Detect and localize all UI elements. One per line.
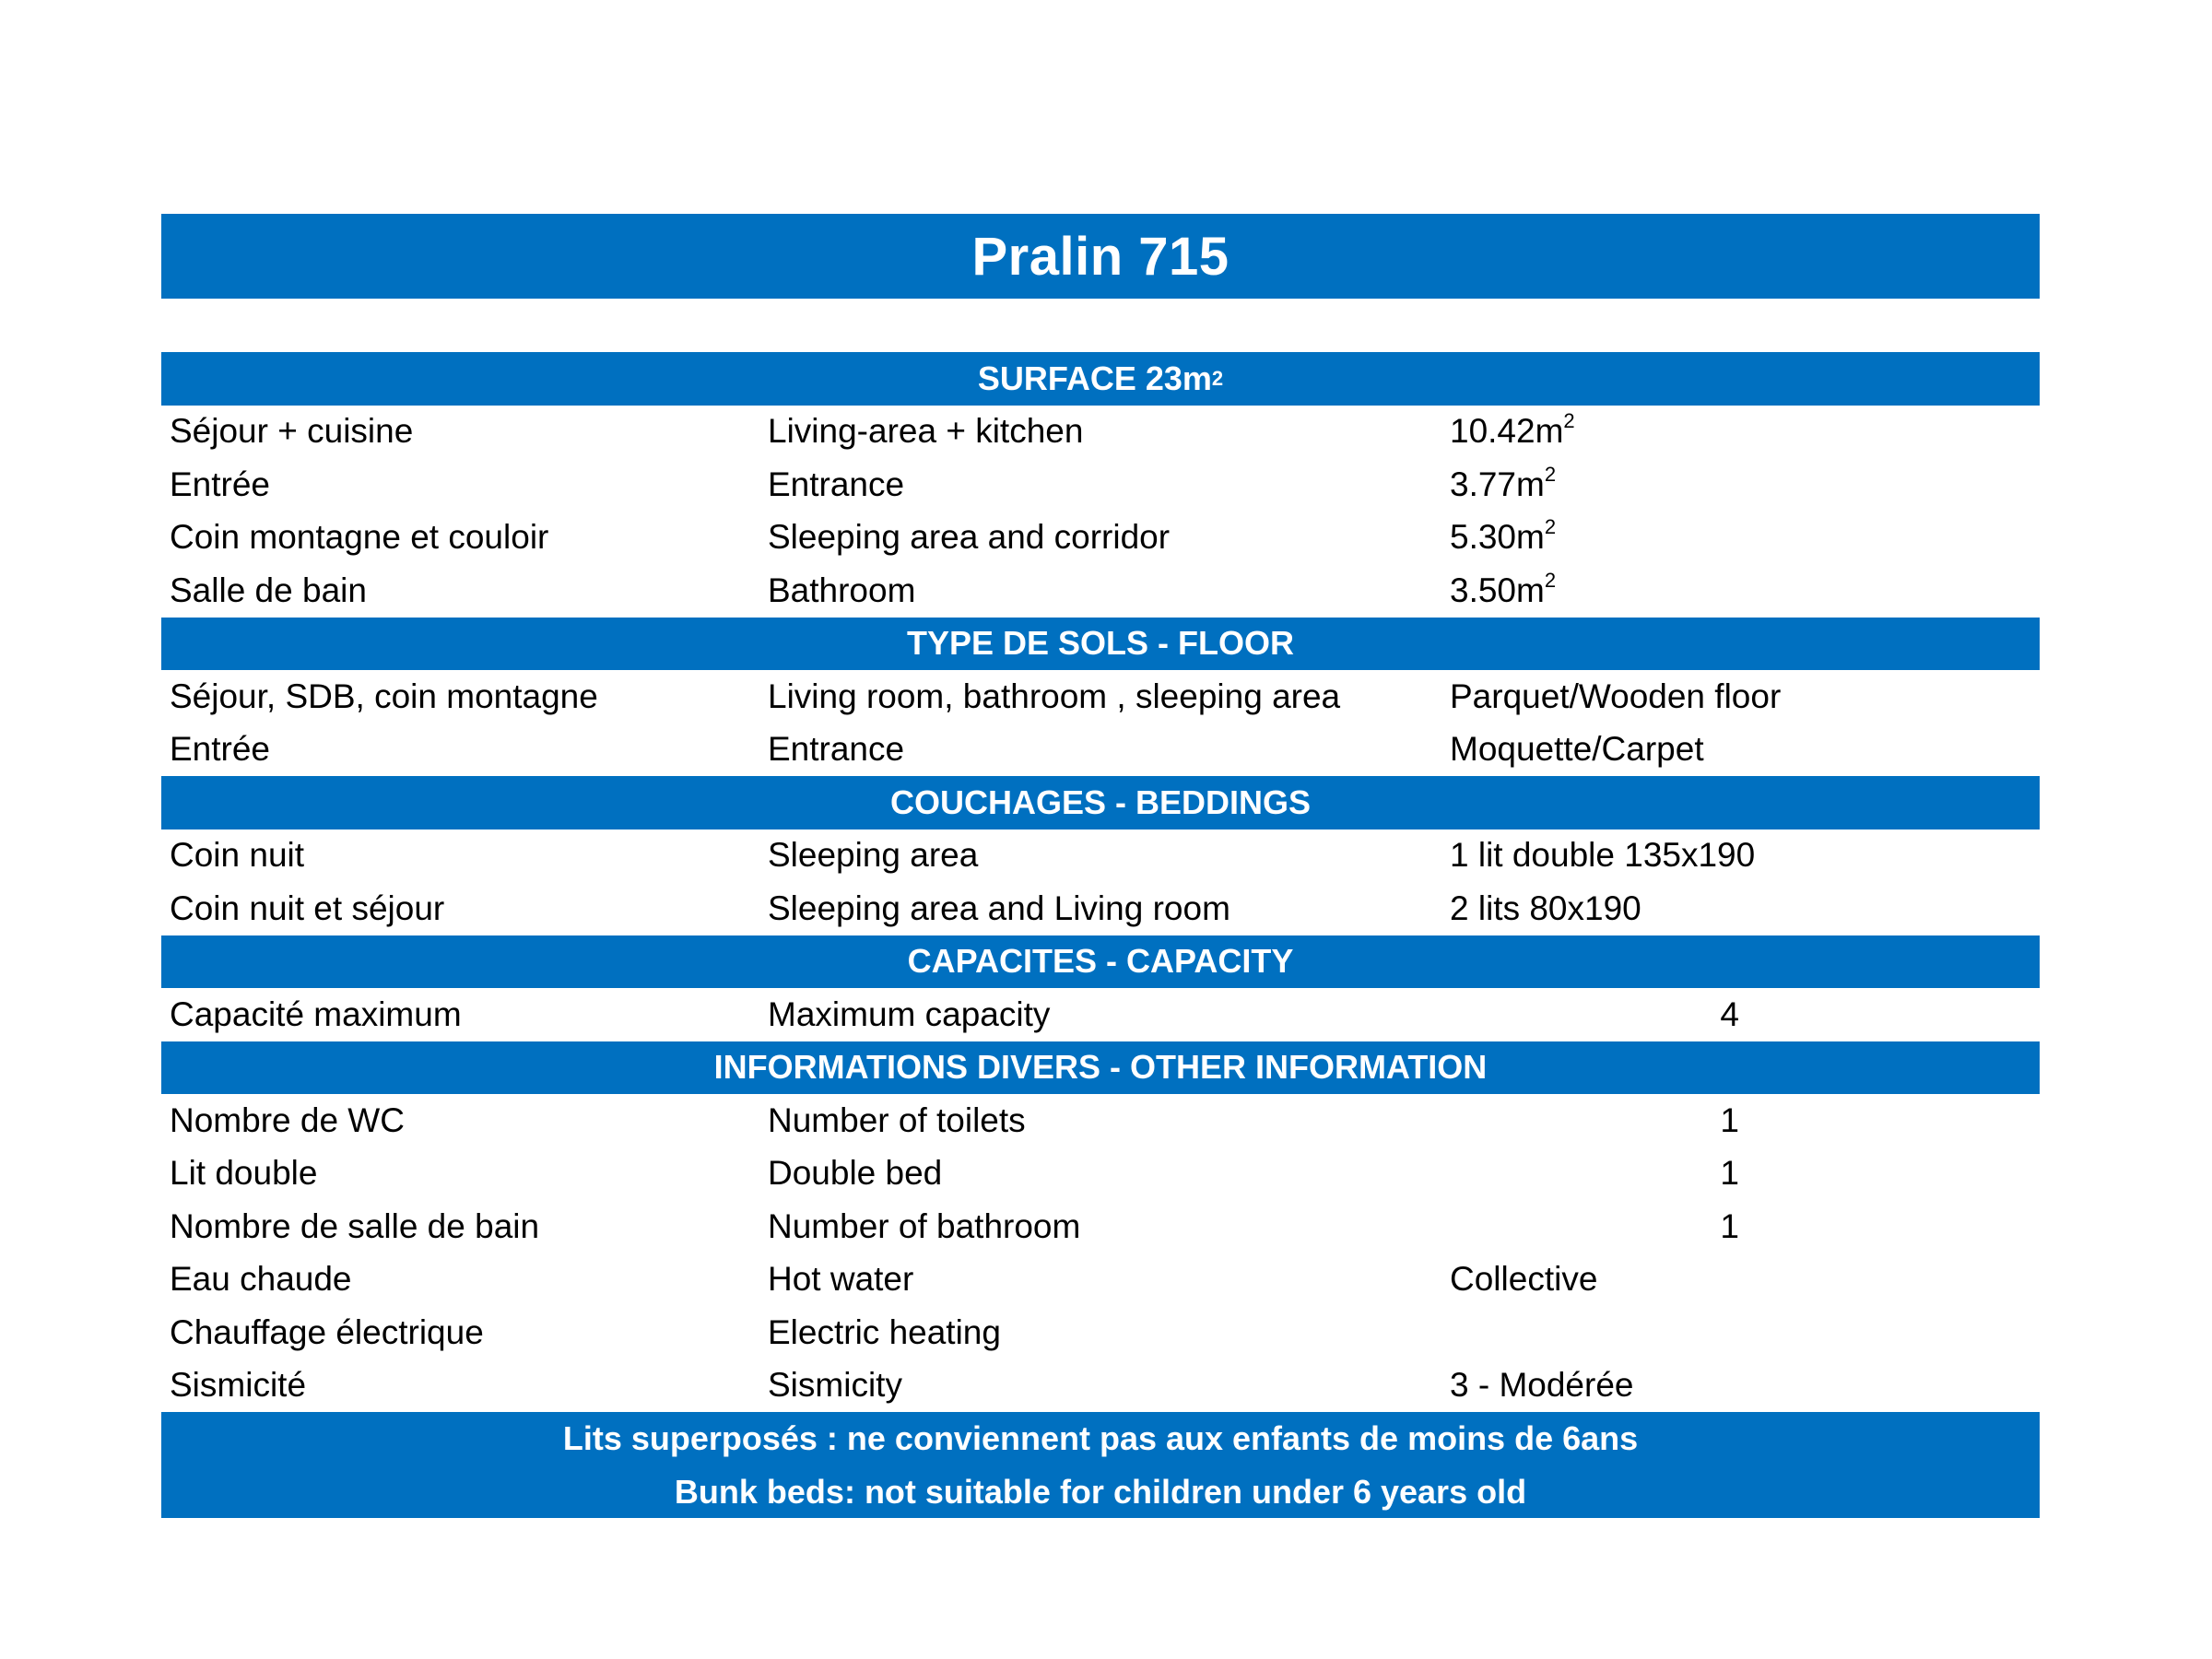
table-row — [161, 670, 2040, 724]
label-en: Entrance — [768, 465, 905, 503]
value: 4 — [1720, 994, 1739, 1033]
section-header-beddings: COUCHAGES - BEDDINGS — [161, 776, 2040, 830]
value: 2 lits 80x190 — [1450, 888, 1641, 927]
label-en: Bathroom — [768, 571, 916, 609]
value: $10.42m^2$ — [1450, 409, 1575, 451]
section-header-surface: SURFACE 23m 2 — [161, 352, 2040, 406]
label-en: Sleeping area — [768, 836, 979, 875]
label-en: Sleeping area and Living room — [768, 888, 1230, 927]
table-row — [161, 512, 2040, 565]
table-row — [161, 1147, 2040, 1201]
label-fr: Chauffage électrique — [170, 1312, 484, 1351]
page-title: Pralin 715 — [161, 214, 2040, 299]
table-row — [161, 406, 2040, 459]
value: Parquet/Wooden floor — [1450, 677, 1782, 715]
warning-note — [161, 1412, 2040, 1518]
label-en: Living-area + kitchen — [768, 412, 1084, 451]
table-row — [161, 564, 2040, 618]
value: 1 — [1720, 1206, 1739, 1245]
label-en: Number of bathroom — [768, 1206, 1081, 1245]
table-row — [161, 830, 2040, 883]
label-en: Sismicity — [768, 1366, 902, 1405]
label-fr: Salle de bain — [170, 571, 367, 609]
table-row — [161, 1306, 2040, 1359]
warning-note-fr: Lits superposés : ne conviennent pas aux enfants de moins de 6ans — [562, 1419, 1639, 1457]
property-sheet — [161, 214, 2040, 1518]
table-row — [161, 1253, 2040, 1307]
value: $3.77m^2$ — [1450, 462, 1557, 503]
label-fr: Nombre de salle de bain — [170, 1206, 540, 1245]
table-row — [161, 458, 2040, 512]
label-en: Maximum capacity — [768, 994, 1051, 1033]
label-fr: Eau chaude — [170, 1260, 352, 1299]
label-en: Sleeping area and corridor — [768, 518, 1171, 557]
table-row — [161, 1200, 2040, 1253]
value: 1 lit double 135x190 — [1450, 836, 1756, 875]
warning-note-en: Bunk beds: not suitable for children under 6 years old — [674, 1472, 1527, 1511]
label-fr: Lit double — [170, 1154, 318, 1193]
label-fr: Séjour, SDB, coin montagne — [170, 677, 598, 715]
label-en: Double bed — [768, 1154, 943, 1193]
value: $5.30m^2$ — [1450, 515, 1557, 557]
label-fr: Nombre de WC — [170, 1100, 405, 1139]
section-header-floor: TYPE DE SOLS - FLOOR — [161, 618, 2040, 671]
value: $3.50m^2$ — [1450, 568, 1557, 609]
title-spacer — [161, 299, 2040, 352]
label-fr: Séjour + cuisine — [170, 412, 414, 451]
label-en: Living room, bathroom , sleeping area — [768, 677, 1341, 715]
value: 3 - Modérée — [1450, 1366, 1634, 1405]
label-en: Entrance — [768, 730, 905, 769]
section-header-capacity: CAPACITES - CAPACITY — [161, 935, 2040, 989]
table-row — [161, 1359, 2040, 1413]
label-en: Number of toilets — [768, 1100, 1026, 1139]
value: Moquette/Carpet — [1450, 730, 1704, 769]
label-fr: Entrée — [170, 730, 271, 769]
label-fr: Coin nuit — [170, 836, 305, 875]
label-en: Hot water — [768, 1260, 914, 1299]
table-row — [161, 988, 2040, 1041]
label-fr: Entrée — [170, 465, 271, 503]
table-row — [161, 882, 2040, 935]
table-row — [161, 724, 2040, 777]
label-en: Electric heating — [768, 1312, 1001, 1351]
value: 1 — [1720, 1100, 1739, 1139]
label-fr: Capacité maximum — [170, 994, 462, 1033]
label-fr: Coin nuit et séjour — [170, 888, 445, 927]
label-fr: Coin montagne et couloir — [170, 518, 549, 557]
value: Collective — [1450, 1260, 1598, 1299]
value: 1 — [1720, 1154, 1739, 1193]
label-fr: Sismicité — [170, 1366, 307, 1405]
table-row — [161, 1094, 2040, 1147]
section-header-other-information: INFORMATIONS DIVERS - OTHER INFORMATION — [161, 1041, 2040, 1095]
